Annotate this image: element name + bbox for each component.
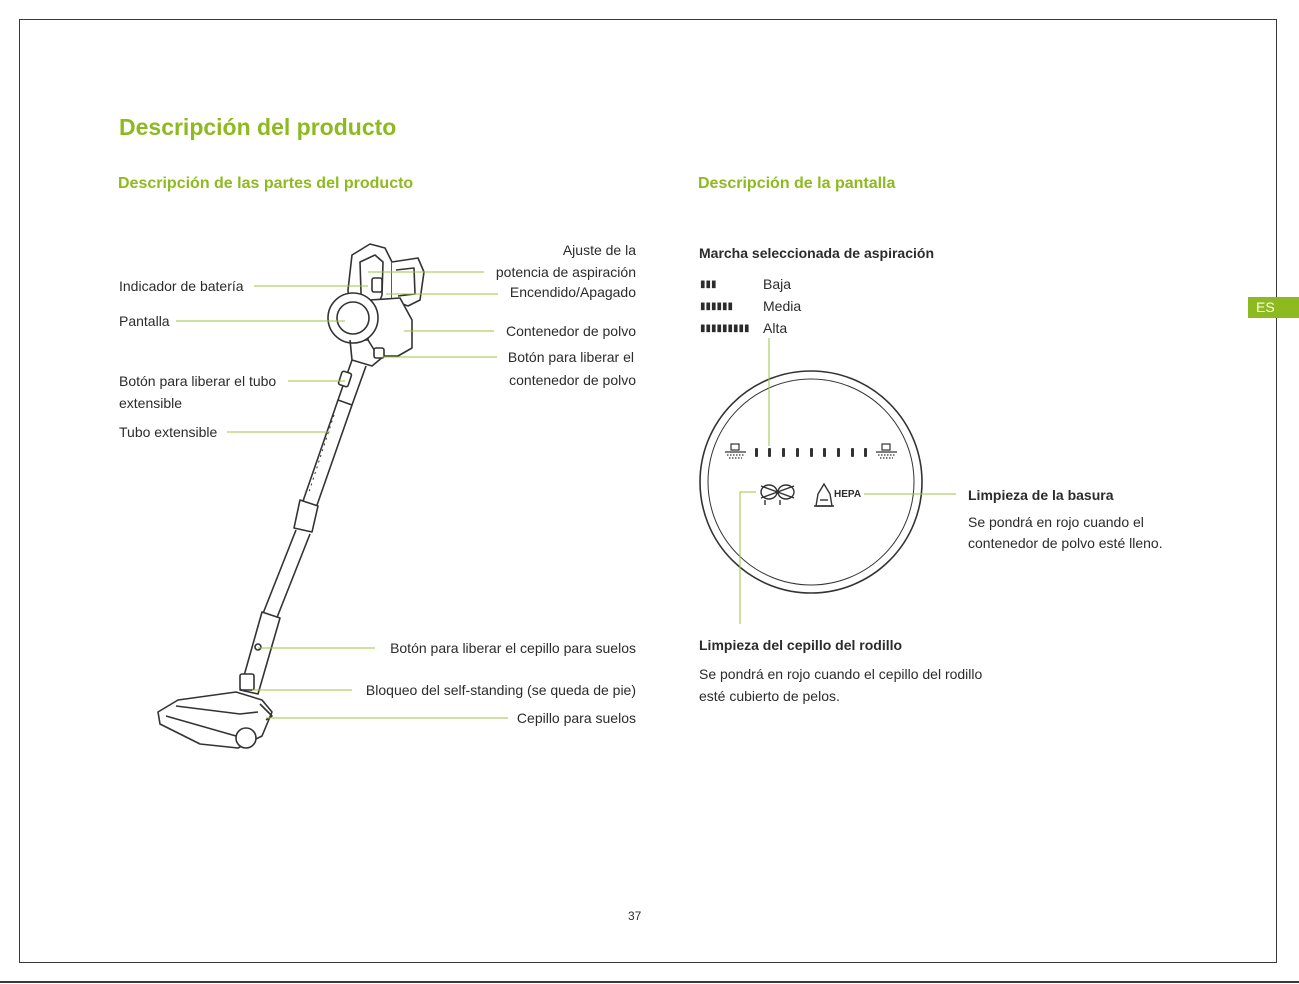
gear-bars-medium: ▮▮▮▮▮▮ [700, 301, 734, 312]
leader-lines-display [740, 338, 956, 624]
label-tube-release-1: Botón para liberar el tubo [119, 373, 277, 389]
low-power-icon [725, 444, 746, 458]
label-floor-brush: Cepillo para suelos [516, 710, 636, 726]
gear-bars-low: ▮▮▮ [700, 279, 717, 290]
roller-title: Limpieza del cepillo del rodillo [699, 637, 903, 653]
suction-level-bars [755, 448, 867, 457]
gear-label-low: Baja [763, 276, 792, 292]
label-self-standing: Bloqueo del self-standing (se queda de pie) [365, 682, 636, 698]
gear-label-high: Alta [763, 320, 788, 336]
high-power-icon [876, 444, 897, 458]
trash-title: Limpieza de la basura [968, 487, 1114, 503]
trash-desc-2: contenedor de polvo esté lleno. [968, 535, 1163, 551]
roller-desc-1: Se pondrá en rojo cuando el cepillo del rodillo [699, 666, 983, 682]
gear-label-medium: Media [763, 298, 802, 314]
label-display: Pantalla [119, 313, 170, 329]
screen-heading: Descripción de la pantalla [698, 175, 896, 192]
page-number: 37 [628, 909, 642, 923]
roller-desc-2: esté cubierto de pelos. [699, 688, 840, 704]
label-bin-release-1: Botón para liberar el [507, 349, 634, 365]
language-tab[interactable]: ES [1248, 297, 1299, 318]
label-tube: Tubo extensible [119, 424, 218, 440]
label-power-adjust-2: potencia de aspiración [495, 264, 636, 280]
gear-title: Marcha seleccionada de aspiración [699, 245, 934, 261]
display-circle [700, 371, 922, 593]
dustbin-icon [814, 484, 834, 506]
label-brush-release: Botón para liberar el cepillo para suelos [390, 640, 636, 656]
label-battery-indicator: Indicador de batería [119, 278, 244, 294]
page-title: Descripción del producto [119, 114, 397, 140]
roller-brush-icon [761, 485, 794, 505]
label-power-adjust-1: Ajuste de la [562, 242, 636, 258]
vacuum-illustration [158, 244, 424, 748]
label-bin-release-2: contenedor de polvo [509, 372, 636, 388]
label-on-off: Encendido/Apagado [509, 284, 636, 300]
label-tube-release-2: extensible [119, 395, 183, 411]
parts-heading: Descripción de las partes del producto [118, 175, 414, 192]
label-dust-bin: Contenedor de polvo [506, 323, 636, 339]
hepa-label: HEPA [834, 489, 862, 500]
gear-bars-high: ▮▮▮▮▮▮▮▮▮ [700, 323, 750, 334]
trash-desc-1: Se pondrá en rojo cuando el [968, 514, 1144, 530]
